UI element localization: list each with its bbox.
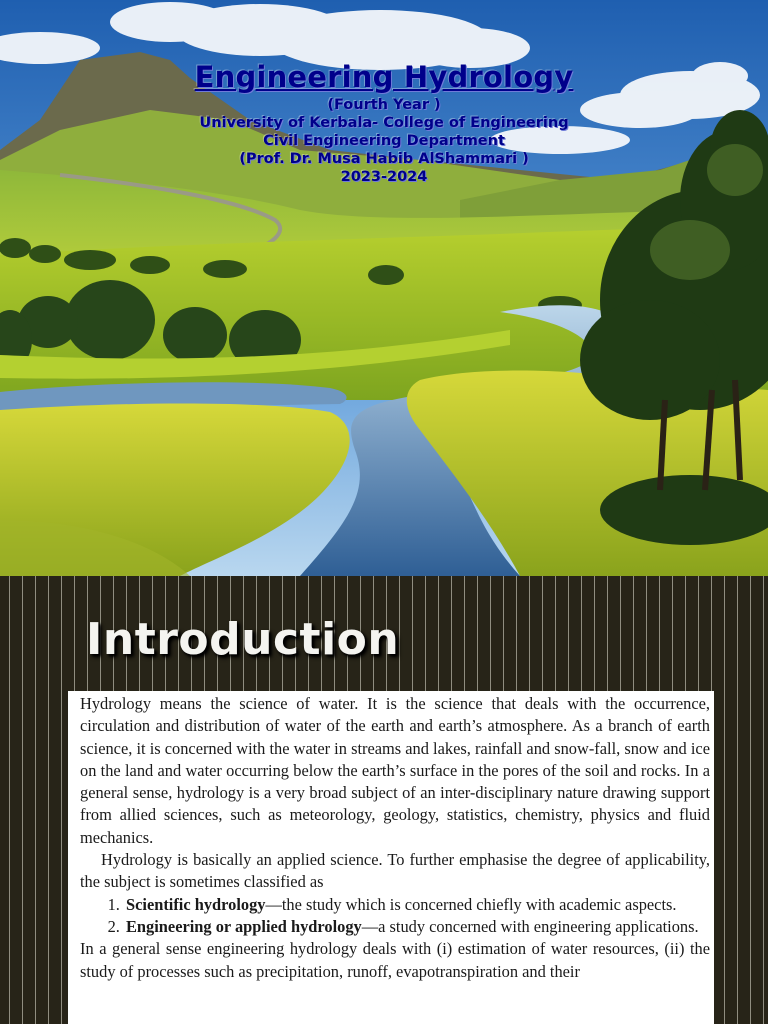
paragraph-applied-science: Hydrology is basically an applied science. To further emphasise the degree of applicability, the subject is sometimes classified as [80, 850, 710, 892]
list-item [124, 916, 710, 938]
department-label: Civil Engineering Department [263, 133, 505, 149]
list-item [124, 894, 710, 916]
session-label: 2023-2024 [340, 169, 428, 185]
introduction-slide [0, 576, 768, 1024]
paragraph-engineering-hydrology: In a general sense engineering hydrology deals with (i) estimation of water resources, (ii) the study of processes such as precipitation, runoff, evapotranspiration and their [80, 939, 710, 981]
list-term: Engineering or applied hydrology [126, 916, 362, 936]
classification-list [80, 894, 710, 939]
year-label: (Fourth Year ) [327, 97, 441, 113]
list-desc: —a study concerned with engineering applications. [361, 916, 699, 936]
author-label: (Prof. Dr. Musa Habib AlShammari ) [239, 151, 529, 167]
cover-title-block [0, 60, 768, 186]
list-desc: —the study which is concerned chiefly with academic aspects. [265, 894, 677, 914]
list-term: Scientific hydrology [126, 894, 266, 914]
university-label: University of Kerbala- College of Engineering [199, 115, 569, 131]
course-title: Engineering Hydrology [194, 60, 574, 94]
slide-heading: Introduction [86, 614, 400, 665]
paragraph-definition: Hydrology means the science of water. It is the science that deals with the occurrence, circulation and distribution of water of the earth and earth’s atmosphere. As a branch of earth science, it is concerned with the water in streams and lakes, rainfall and snow-fall, snow and ice on the land and water occurring below the earth’s surface in the pores of the soil and rocks. In a general sense, hydrology is a very broad subject of an inter-disciplinary nature drawing support from allied sciences, such as meteorology, geology, statistics, chemistry, physics and fluid mechanics. [80, 694, 710, 847]
textbook-excerpt [68, 691, 714, 1024]
